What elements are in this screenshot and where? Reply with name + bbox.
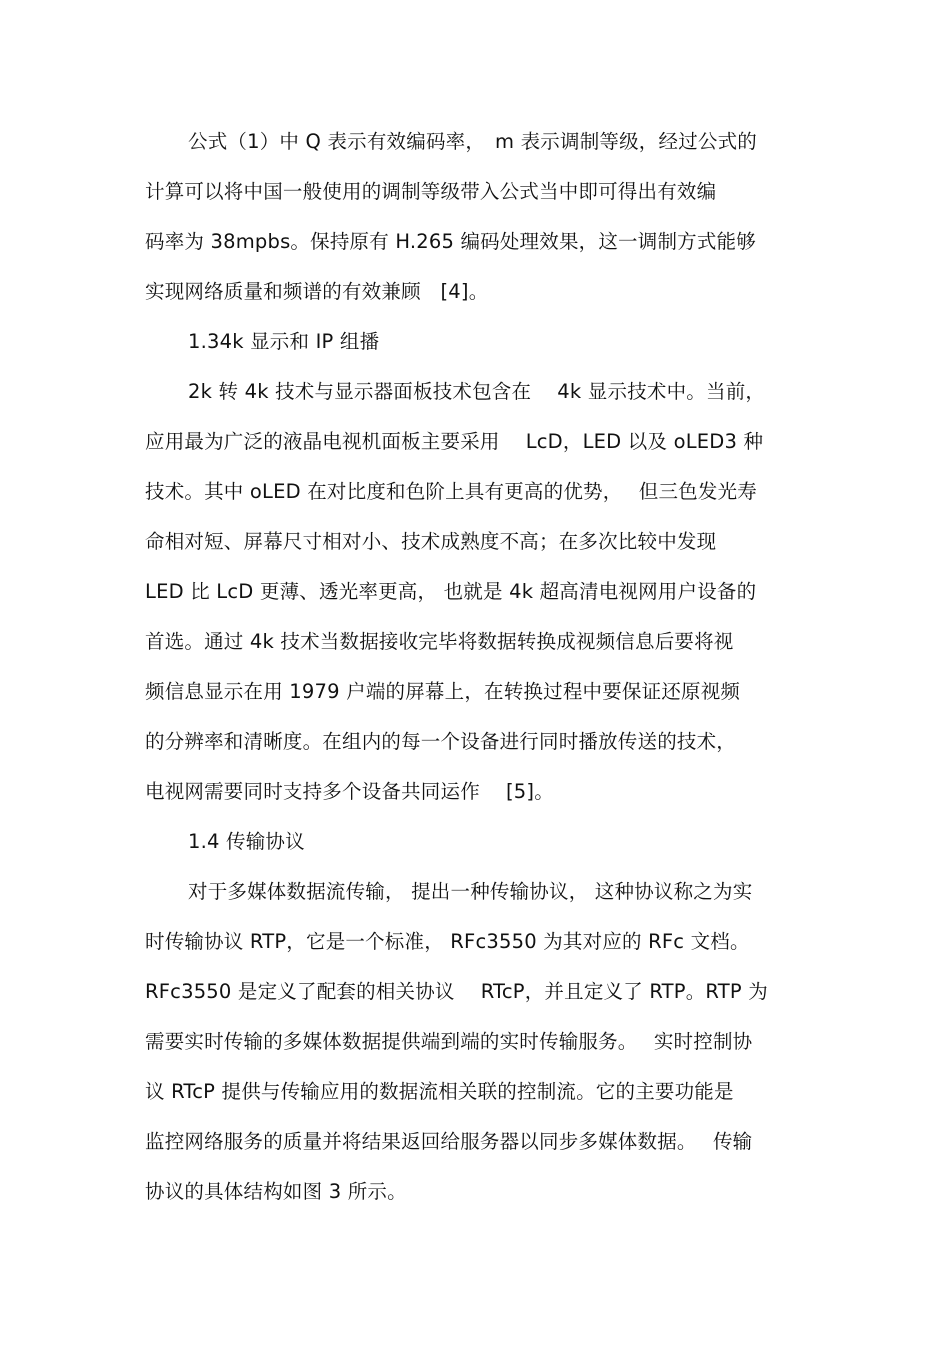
- paragraph-3-line-3: RFc3550 是定义了配套的相关协议 RTcP，并且定义了 RTP。RTP 为: [145, 980, 768, 1003]
- paragraph-2-line-1: 2k 转 4k 技术与显示器面板技术包含在 4k 显示技术中。当前，: [188, 380, 766, 403]
- paragraph-3-line-2: 时传输协议 RTP，它是一个标准， RFc3550 为其对应的 RFc 文档。: [145, 930, 750, 953]
- paragraph-2-line-7: 频信息显示在用 1979 户端的屏幕上，在转换过程中要保证还原视频: [145, 680, 741, 703]
- paragraph-2-line-6: 首选。通过 4k 技术当数据接收完毕将数据转换成视频信息后要将视: [145, 630, 734, 653]
- paragraph-3-line-5: 议 RTcP 提供与传输应用的数据流相关联的控制流。它的主要功能是: [145, 1080, 734, 1103]
- paragraph-2-line-8: 的分辨率和清晰度。在组内的每一个设备进行同时播放传送的技术，: [145, 730, 737, 753]
- paragraph-2-line-3: 技术。其中 oLED 在对比度和色阶上具有更高的优势， 但三色发光寿: [145, 480, 757, 503]
- paragraph-2-line-2: 应用最为广泛的液晶电视机面板主要采用 LcD，LED 以及 oLED3 种: [145, 430, 764, 453]
- paragraph-1-line-4: 实现网络质量和频谱的有效兼顾 [4]。: [145, 280, 489, 303]
- section-heading-1-4: 1.4 传输协议: [188, 830, 305, 853]
- paragraph-3-line-1: 对于多媒体数据流传输， 提出一种传输协议， 这种协议称之为实: [188, 880, 753, 903]
- paragraph-3-line-7: 协议的具体结构如图 3 所示。: [145, 1180, 407, 1203]
- paragraph-1-line-1: 公式（1）中 Q 表示有效编码率， m 表示调制等级，经过公式的: [188, 130, 757, 153]
- paragraph-1-line-3: 码率为 38mpbs。保持原有 H.265 编码处理效果，这一调制方式能够: [145, 230, 756, 253]
- paragraph-2-line-5: LED 比 LcD 更薄、透光率更高， 也就是 4k 超高清电视网用户设备的: [145, 580, 757, 603]
- paragraph-3-line-6: 监控网络服务的质量并将结果返回给服务器以同步多媒体数据。 传输: [145, 1130, 753, 1153]
- paragraph-3-line-4: 需要实时传输的多媒体数据提供端到端的实时传输服务。 实时控制协: [145, 1030, 753, 1053]
- paragraph-2-line-9: 电视网需要同时支持多个设备共同运作 [5]。: [145, 780, 554, 803]
- paragraph-2-line-4: 命相对短、屏幕尺寸相对小、技术成熟度不高；在多次比较中发现: [145, 530, 717, 553]
- paragraph-1-line-2: 计算可以将中国一般使用的调制等级带入公式当中即可得出有效编: [145, 180, 717, 203]
- section-heading-1-3: 1.34k 显示和 IP 组播: [188, 330, 380, 353]
